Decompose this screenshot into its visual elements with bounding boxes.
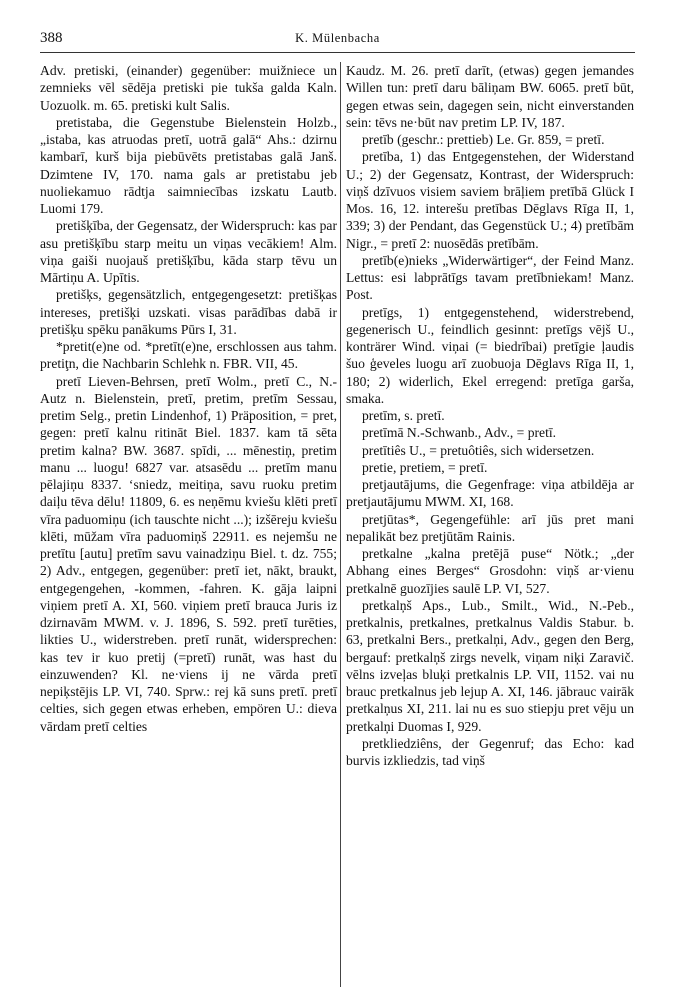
running-head: K. Mülenbacha xyxy=(295,31,380,45)
dictionary-entry: pretīgs, 1) entgegenstehend, widerstrebend, gegenerisch U., feindlich gesinnt: pretīgs vējš U., konträrer Wind. viņai (= biedrībai) pretīgie ļaudis šuo ģeveles luogu arī zuobuoja Dēglavs Rīga II, 1, 180; 2) widerlich, Ekel erregend: pretīga garša, smaka. xyxy=(346,304,634,406)
dictionary-entry: Adv. pretiski, (einander) gegenüber: muižniece un zemnieks vēl sēdēja pretiski pie tukša galda Kaln. Uozuolk. m. 65. pretiski kult Salis. xyxy=(40,63,337,113)
dictionary-entry: pretī Lieven-Behrsen, pretī Wolm., pretī C., N.-Autz n. Bielenstein, pretī, pretim, pretīm Sessau, pretim Selg., pretin Lindenhof, 1) Präposition, = pret, gegen: pretī kalnu ritināt Biel. 1837. kam tā sēta pretim kalna? BW. 3687. spīdi, ... mēnestiņ, pretim manu ... luogu! 6827 var. atsasēdu ... pretīm manu pēlajiņu 8337. ‘sniedz, meitiņa, savu ruoku pretim daiļu tēva dēlu! 11809, 6. es neņēmu kviešu klēti pretī vīra paduomiņu (ich tauschte nicht ...); izšēreju kviešu klēti, mūžam vīra paduomiņš 22911. es nejemšu ne pretītu [autu] pretīm savu vainadziņu Biel. t. dz. 755; 2) Adv., entgegen, gegenüber: pretī iet, nākt, braukt, entgegengehen, -kommen, -fahren. K. gāja laipni viņiem pretī A. XI, 560. viņiem pretī brauca Juris iz dzirnavām MWM. v. J. 1896, S. 592. pretī turēties, likties U., widerstreben. pretī runāt, widersprechen: kas tev ir kuo pretij (=pretī) runāt, was hast du einzuwenden? Kl. ne·viens ij ne vārda pretī nepiķstējis LP. VI, 740. Sprw.: rej kā suns pretī. pretī celties, sich gegen etwas erheben, empören U.: dieva vārdam pretī celties xyxy=(40,373,337,734)
dictionary-entry: pretītiês U., = pretuôtiês, sich widersetzen. xyxy=(362,442,595,458)
left-column xyxy=(40,62,337,735)
dictionary-entry: pretīb(e)nieks „Widerwärtiger“, der Feind Manz. Lettus: esi labprātīgs tavam pretībniekam! Manz. Post. xyxy=(346,252,634,303)
dictionary-entry: pretīb (geschr.: prettieb) Le. Gr. 859, = pretī. xyxy=(362,132,605,147)
dictionary-entry: pretkliedziêns, der Gegenruf; das Echo: kad burvis izkliedzis, tad viņš xyxy=(346,735,634,768)
dictionary-entry: pretjautājums, die Gegenfrage: viņa atbildēja ar pretjautājumu MWM. XI, 168. xyxy=(346,477,634,510)
dictionary-entry: pretjūtas*, Gegengefühle: arī jūs pret mani nepalikāt bez pretjūtām Rainis. xyxy=(346,511,634,544)
page-number: 388 xyxy=(40,30,63,46)
page-header xyxy=(40,30,635,53)
dictionary-entry: *pretit(e)ne od. *pretīt(e)ne, erschlossen aus tahm. pretiţn, die Nachbarin Schlehk n. FBR. VII, 45. xyxy=(40,339,337,372)
dictionary-entry: pretīmā N.-Schwanb., Adv., = pretī. xyxy=(362,425,557,441)
dictionary-entry: pretība, 1) das Entgegenstehen, der Widerstand U.; 2) der Gegensatz, Kontrast, der Widerspruch: viņš dzīvuos visiem saviem brāļiem pretībā Glück I Mos. 16, 12. interešu pretības Dēglavs Rīga II, 1, 339; 3) der Pendant, das Gegenstück U.; 4) pretībām Nigr., = pretī 2: nuosēdās pretībām. xyxy=(346,149,634,251)
column-divider xyxy=(340,62,341,987)
dictionary-entry: pretkalņš Aps., Lub., Smilt., Wid., N.-Peb., pretkalnis, pretkalnes, pretkalnus Valdis Stabur. b. 63, pretkalni Bers., pretkalņi, Adv., gegen den Berg, bergauf: pretkalņš zirgs nevelk, viņam niķi Zaravič. vēlns izveļas bluķi pretkalnis LP. VII, 1152. vai nu brauc pretkalnus jeb lejup A. XI, 146. jābrauc vairāk pretkalņus XI, 211. lai nu es suo stiepju pret vēju un pretkalņi Duomas I, 929. xyxy=(346,597,634,734)
dictionary-entry: pretišķība, der Gegensatz, der Widerspruch: kas par asu pretišķību starp meitu un viņas vecākiem! Alm. viņa gaiši nuojauš pretišķību, kāda starp tēvu un Mārtiņu A. Upītis. xyxy=(40,218,337,285)
dictionary-entry: pretistaba, die Gegenstube Bielenstein Holzb., „istaba, kas atruodas pretī, uotrā galā“ Ahs.: dzirnu kambarī, kurš bija piebūvēts pretistabas galā Janš. Dzimtene IV, 170. nama gals ar pretistabu jeb nuoliekamuo rādtja saimniecības izskatu Lautb. Luomi 179. xyxy=(40,114,337,216)
dictionary-entry: Kaudz. M. 26. pretī darīt, (etwas) gegen jemandes Willen tun: pretī daru bāliņam BW. 6065. pretī būt, gegen etwas sein, dagegen sein, nicht einverstanden sein: tēvs ne·būt nav pretim LP. IV, 187. xyxy=(346,63,634,130)
dictionary-entry: pretīm, s. pretī. xyxy=(362,408,445,423)
right-column xyxy=(346,62,634,769)
dictionary-entry: pretišķs, gegensätzlich, entgegengesetzt: pretišķas intereses, pretišķi uzskati. visas parādības dabā ir pretišķu spēku panākums Pūrs I, 31. xyxy=(40,287,337,337)
dictionary-entry: pretkalne „kalna pretējā puse“ Nötk.; „der Abhang eines Berges“ Grosdohn: viņš ar·vienu pretkalnē guozījies saulē LP. VI, 527. xyxy=(346,546,634,596)
dictionary-entry: pretie, pretiem, = pretī. xyxy=(362,459,488,475)
